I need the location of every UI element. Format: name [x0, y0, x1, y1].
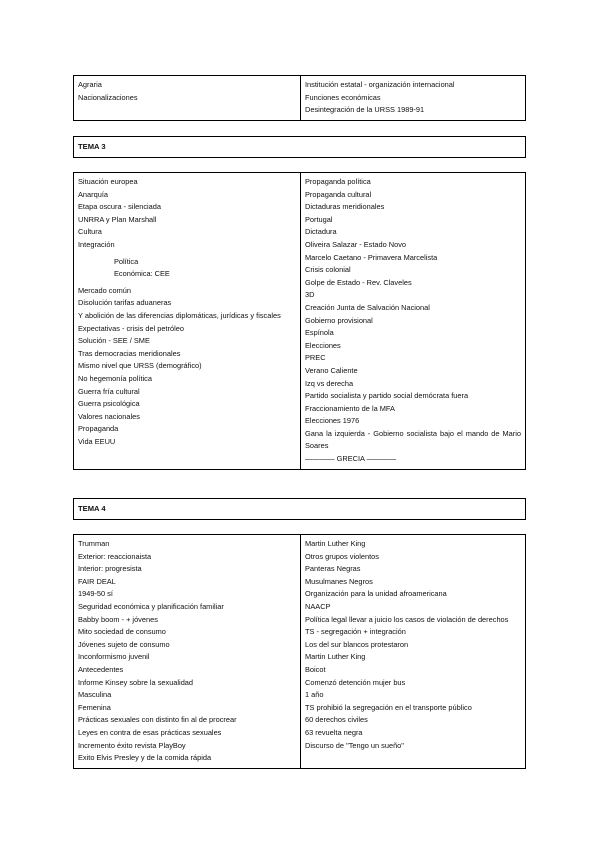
bullet-item: ● Política — [114, 256, 296, 269]
list-item: Vida EEUU — [78, 436, 116, 446]
list-item: Cultura — [78, 227, 102, 237]
list-item: Otros grupos violentos — [305, 551, 379, 561]
list-item: Panteras Negras — [305, 564, 361, 574]
list-item: Desintegración de la URSS 1989-91 — [305, 105, 425, 115]
bullet-item: ● Económica: CEE — [114, 268, 296, 281]
list-item: Funciones económicas — [305, 92, 381, 102]
list-item: Tras democracias meridionales — [78, 348, 181, 358]
list-item: Dictaduras meridionales — [305, 202, 385, 212]
tema4-right-column — [301, 535, 525, 768]
list-item: Dictadura — [305, 227, 337, 237]
list-item: Los del sur blancos protestaron — [305, 639, 409, 649]
list-item: Masculina — [78, 690, 112, 700]
list-item: Espínola — [305, 328, 334, 338]
list-item: Interior: progresista — [78, 564, 142, 574]
list-item: Inconformismo juvenil — [78, 652, 150, 662]
list-item: 1949-50 sí — [78, 589, 113, 599]
list-item: Gobierno provisional — [305, 315, 373, 325]
list-item: 1 año — [305, 690, 324, 700]
tema4-header: TEMA 4 — [73, 498, 526, 520]
list-item: Discurso de "Tengo un sueño" — [305, 740, 404, 750]
list-item: Etapa oscura - silenciada — [78, 202, 161, 212]
list-item: Trumman — [78, 539, 110, 548]
list-item: TS - segregación + integración — [305, 627, 406, 637]
list-item: Comenzó detención mujer bus — [305, 677, 406, 687]
table-top — [73, 75, 526, 121]
list-item: Jóvenes sujeto de consumo — [78, 639, 170, 649]
list-item: Propaganda cultural — [305, 189, 372, 199]
list-item: FAIR DEAL — [78, 576, 116, 586]
tema4-table — [73, 534, 526, 769]
list-item: Fraccionamiento de la MFA — [305, 403, 395, 413]
list-item: 63 revuelta negra — [305, 727, 363, 737]
list-item: Exito Elvis Presley y de la comida rápida — [78, 753, 212, 763]
list-item: Boicot — [305, 664, 326, 674]
list-item: Guerra psicológica — [78, 399, 140, 409]
table-top-right — [301, 76, 525, 120]
list-item: Nacionalizaciones — [78, 92, 138, 102]
list-item: Seguridad económica y planificación familiar — [78, 601, 224, 611]
list-item: Creación Junta de Salvación Nacional — [305, 302, 430, 312]
list-item: Guerra fría cultural — [78, 386, 140, 396]
list-item: Leyes en contra de esas prácticas sexuales — [78, 727, 222, 737]
list-item: Informe Kinsey sobre la sexualidad — [78, 677, 194, 687]
list-item: Femenina — [78, 702, 111, 712]
tema3-table — [73, 172, 526, 470]
list-item: Portugal — [305, 214, 333, 224]
list-item: Incremento éxito revista PlayBoy — [78, 740, 186, 750]
list-item: Partido socialista y partido social demócrata fuera — [305, 391, 469, 401]
list-item: Golpe de Estado - Rev. Claveles — [305, 277, 412, 287]
list-item: Elecciones — [305, 340, 341, 350]
list-item: Mismo nivel que URSS (demográfico) — [78, 361, 202, 371]
list-item: Propaganda — [78, 424, 119, 434]
list-item: No hegemonía política — [78, 373, 152, 383]
list-item: Exterior: reaccionaista — [78, 551, 152, 561]
list-item: Y abolición de las diferencias diplomáticas, jurídicas y fiscales — [78, 310, 281, 320]
list-item: ———— GRECIA ———— — [305, 454, 397, 464]
list-item: PREC — [305, 353, 326, 363]
list-item: Valores nacionales — [78, 411, 140, 421]
list-item: Oliveira Salazar - Estado Novo — [305, 239, 407, 249]
list-item: Prácticas sexuales con distinto fin al de procrear — [78, 715, 237, 725]
integration-bullet-list — [78, 256, 296, 281]
list-item: Expectativas - crisis del petróleo — [78, 323, 184, 333]
list-item: Mercado común — [78, 285, 131, 295]
tema3-header: TEMA 3 — [73, 136, 526, 158]
list-item: Integración — [78, 239, 115, 249]
list-item: NAACP — [305, 601, 331, 611]
list-item: Gana la izquierda - Gobierno socialista bajo el mando de Mario Soares — [305, 428, 521, 451]
list-item: Babby boom - + jóvenes — [78, 614, 158, 624]
list-item: Solución - SEE / SME — [78, 336, 150, 346]
list-item: Situación europea — [78, 177, 138, 186]
list-item: Martin Luther King — [305, 652, 366, 662]
list-item: Organización para la unidad afroamericana — [305, 589, 447, 599]
list-item: Anarquía — [78, 189, 108, 199]
list-item: 3D — [305, 290, 315, 300]
list-item: Musulmanes Negros — [305, 576, 373, 586]
list-item: 60 derechos civiles — [305, 715, 368, 725]
list-item: Martin Luther King — [305, 539, 366, 548]
list-item: Elecciones 1976 — [305, 416, 360, 426]
list-item: Izq vs derecha — [305, 378, 354, 388]
list-item: Propaganda política — [305, 177, 371, 186]
list-item: Política legal llevar a juicio los casos de violación de derechos — [305, 614, 509, 624]
list-item: UNRRA y Plan Marshall — [78, 214, 157, 224]
list-item: Crisis colonial — [305, 265, 351, 275]
list-item: Antecedentes — [78, 664, 124, 674]
list-item: Disolución tarifas aduaneras — [78, 298, 172, 308]
list-item: Agraria — [78, 80, 102, 89]
list-item: Marcelo Caetano - Primavera Marcelista — [305, 252, 438, 262]
list-item: Verano Caliente — [305, 365, 358, 375]
list-item: TS prohibió la segregación en el transporte público — [305, 702, 472, 712]
tema3-right-column — [301, 173, 525, 469]
table-top-left — [74, 76, 301, 120]
tema3-left-column — [74, 173, 301, 469]
list-item: Institución estatal - organización internacional — [305, 80, 455, 89]
list-item: Mito sociedad de consumo — [78, 627, 166, 637]
tema4-left-column — [74, 535, 301, 768]
